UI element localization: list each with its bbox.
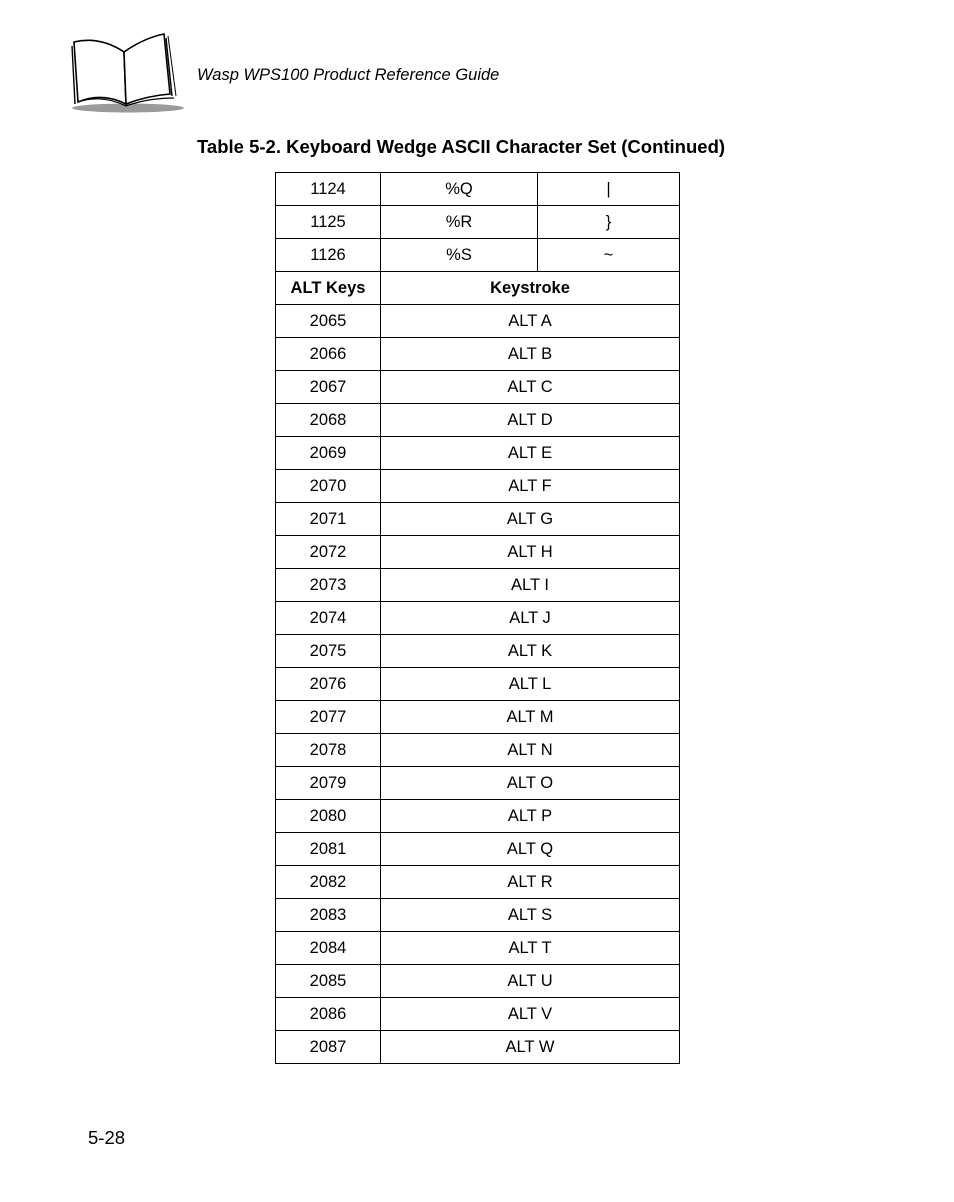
alt-value-cell: 2084: [276, 932, 381, 965]
value-cell: 1125: [276, 206, 381, 239]
open-book-icon: [66, 32, 188, 116]
table-row: [276, 866, 680, 899]
alt-value-cell: 2085: [276, 965, 381, 998]
table-row: [276, 998, 680, 1031]
full-ascii-cell: %Q: [381, 173, 538, 206]
alt-keystroke-cell: ALT R: [381, 866, 680, 899]
table-row: [276, 305, 680, 338]
alt-keystroke-cell: ALT L: [381, 668, 680, 701]
table-row: [276, 833, 680, 866]
alt-value-cell: 2076: [276, 668, 381, 701]
alt-value-cell: 2071: [276, 503, 381, 536]
alt-value-cell: 2065: [276, 305, 381, 338]
ascii-character-table: [275, 172, 680, 1064]
header-title: Wasp WPS100 Product Reference Guide: [197, 66, 500, 84]
alt-keystroke-cell: ALT O: [381, 767, 680, 800]
table-row: [276, 1031, 680, 1064]
page-number: 5-28: [88, 1127, 126, 1148]
keystroke-cell: ~: [538, 239, 680, 272]
table-row: [276, 800, 680, 833]
alt-keystroke-cell: ALT W: [381, 1031, 680, 1064]
alt-keystroke-cell: ALT P: [381, 800, 680, 833]
alt-value-cell: 2069: [276, 437, 381, 470]
table-row: [276, 437, 680, 470]
table-row: [276, 965, 680, 998]
alt-value-cell: 2075: [276, 635, 381, 668]
keystroke-cell: |: [538, 173, 680, 206]
table-row: [276, 404, 680, 437]
full-ascii-cell: %S: [381, 239, 538, 272]
alt-value-cell: 2072: [276, 536, 381, 569]
alt-keystroke-cell: ALT I: [381, 569, 680, 602]
table-row: [276, 602, 680, 635]
table-body: [276, 173, 680, 1064]
table-row: [276, 338, 680, 371]
alt-value-cell: 2079: [276, 767, 381, 800]
alt-keys-header: ALT Keys: [276, 272, 381, 305]
table-row: [276, 668, 680, 701]
alt-keystroke-cell: ALT B: [381, 338, 680, 371]
alt-keystroke-cell: ALT E: [381, 437, 680, 470]
alt-value-cell: 2067: [276, 371, 381, 404]
table-row: [276, 899, 680, 932]
table-row: [276, 635, 680, 668]
alt-value-cell: 2082: [276, 866, 381, 899]
alt-keystroke-cell: ALT K: [381, 635, 680, 668]
alt-keystroke-cell: ALT T: [381, 932, 680, 965]
alt-keystroke-cell: ALT A: [381, 305, 680, 338]
alt-value-cell: 2083: [276, 899, 381, 932]
table-row: [276, 767, 680, 800]
alt-keystroke-cell: ALT V: [381, 998, 680, 1031]
table-row: [276, 932, 680, 965]
table-row: [276, 239, 680, 272]
alt-value-cell: 2068: [276, 404, 381, 437]
alt-keystroke-cell: ALT G: [381, 503, 680, 536]
alt-keystroke-cell: ALT D: [381, 404, 680, 437]
alt-value-cell: 2073: [276, 569, 381, 602]
value-cell: 1124: [276, 173, 381, 206]
alt-keystroke-cell: ALT Q: [381, 833, 680, 866]
full-ascii-cell: %R: [381, 206, 538, 239]
alt-keystroke-cell: ALT F: [381, 470, 680, 503]
keystroke-header: Keystroke: [381, 272, 680, 305]
alt-keystroke-cell: ALT S: [381, 899, 680, 932]
table-row: [276, 173, 680, 206]
alt-value-cell: 2077: [276, 701, 381, 734]
alt-value-cell: 2086: [276, 998, 381, 1031]
table-caption: Table 5-2. Keyboard Wedge ASCII Character Set (Continued): [197, 136, 726, 157]
alt-value-cell: 2066: [276, 338, 381, 371]
alt-value-cell: 2081: [276, 833, 381, 866]
alt-value-cell: 2074: [276, 602, 381, 635]
alt-header-row: [276, 272, 680, 305]
alt-value-cell: 2078: [276, 734, 381, 767]
table-row: [276, 503, 680, 536]
alt-value-cell: 2080: [276, 800, 381, 833]
alt-keystroke-cell: ALT C: [381, 371, 680, 404]
keystroke-cell: }: [538, 206, 680, 239]
table-row: [276, 536, 680, 569]
table-row: [276, 470, 680, 503]
table-row: [276, 206, 680, 239]
alt-keystroke-cell: ALT J: [381, 602, 680, 635]
alt-value-cell: 2070: [276, 470, 381, 503]
alt-keystroke-cell: ALT H: [381, 536, 680, 569]
table-row: [276, 734, 680, 767]
alt-keystroke-cell: ALT M: [381, 701, 680, 734]
alt-keystroke-cell: ALT N: [381, 734, 680, 767]
alt-keystroke-cell: ALT U: [381, 965, 680, 998]
table-row: [276, 371, 680, 404]
value-cell: 1126: [276, 239, 381, 272]
table-row: [276, 569, 680, 602]
alt-value-cell: 2087: [276, 1031, 381, 1064]
table-row: [276, 701, 680, 734]
